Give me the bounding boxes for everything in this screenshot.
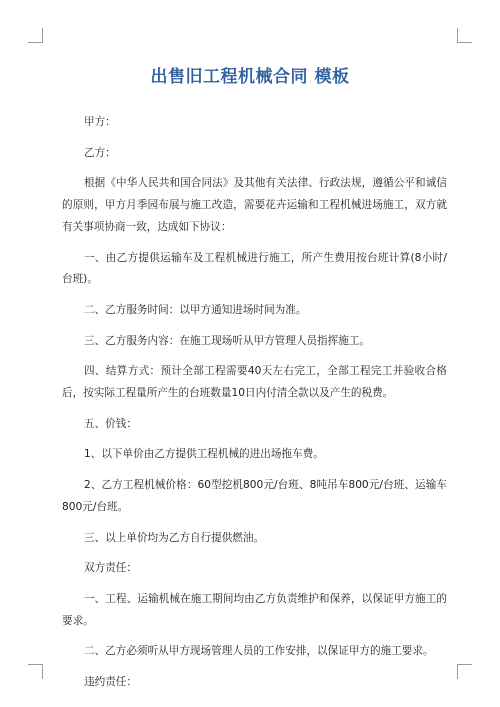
responsibilities-heading: 双方责任： <box>84 562 137 575</box>
crop-mark-top-right <box>457 28 472 43</box>
liability-heading: 违约责任： <box>84 676 137 689</box>
price-item-2: 2、乙方工程机械价格：60型挖机800元/台班、8吨吊车800元/台班、运输车800元/台班。 <box>62 479 447 513</box>
price-item-3: 三、以上单价均为乙方自行提供燃油。 <box>84 531 265 544</box>
document-body <box>62 112 447 703</box>
crop-mark-bottom-left <box>28 664 43 679</box>
crop-mark-bottom-right <box>457 664 472 679</box>
preamble-paragraph: 根据《中华人民共和国合同法》及其他有关法律、行政法规，遵循公平和诚信的原则，甲方月季园布展与施工改造，需要花卉运输和工程机械进场施工，双方就有关事项协商一致，达成如下协议： <box>62 177 447 233</box>
document-title: 出售旧工程机械合同 模板 <box>150 67 350 87</box>
crop-mark-top-left <box>28 28 43 43</box>
clause-4: 四、结算方式：预计全部工程需要40天左右完工，全部工程完工并验收合格后，按实际工程量所产生的台班数量10日内付清全款以及产生的税费。 <box>62 365 447 400</box>
clause-2: 二、乙方服务时间：以甲方通知进场时间为准。 <box>84 303 307 316</box>
responsibility-1: 一、工程、运输机械在施工期间均由乙方负责维护和保养，以保证甲方施工的要求。 <box>62 592 447 627</box>
clause-1: 一、由乙方提供运输车及工程机械进行施工，所产生费用按台班计算(8小时/台班)。 <box>62 251 447 286</box>
price-item-1: 1、以下单价由乙方提供工程机械的进出场拖车费。 <box>84 448 324 461</box>
party-a-line: 甲方： <box>84 116 116 128</box>
clause-3: 三、乙方服务内容：在施工现场听从甲方管理人员指挥施工。 <box>84 334 371 347</box>
clause-5-heading: 五、价钱： <box>84 417 137 430</box>
responsibility-2: 二、乙方必须听从甲方现场管理人员的工作安排，以保证甲方的施工要求。 <box>84 645 434 658</box>
party-b-line: 乙方： <box>84 146 116 159</box>
